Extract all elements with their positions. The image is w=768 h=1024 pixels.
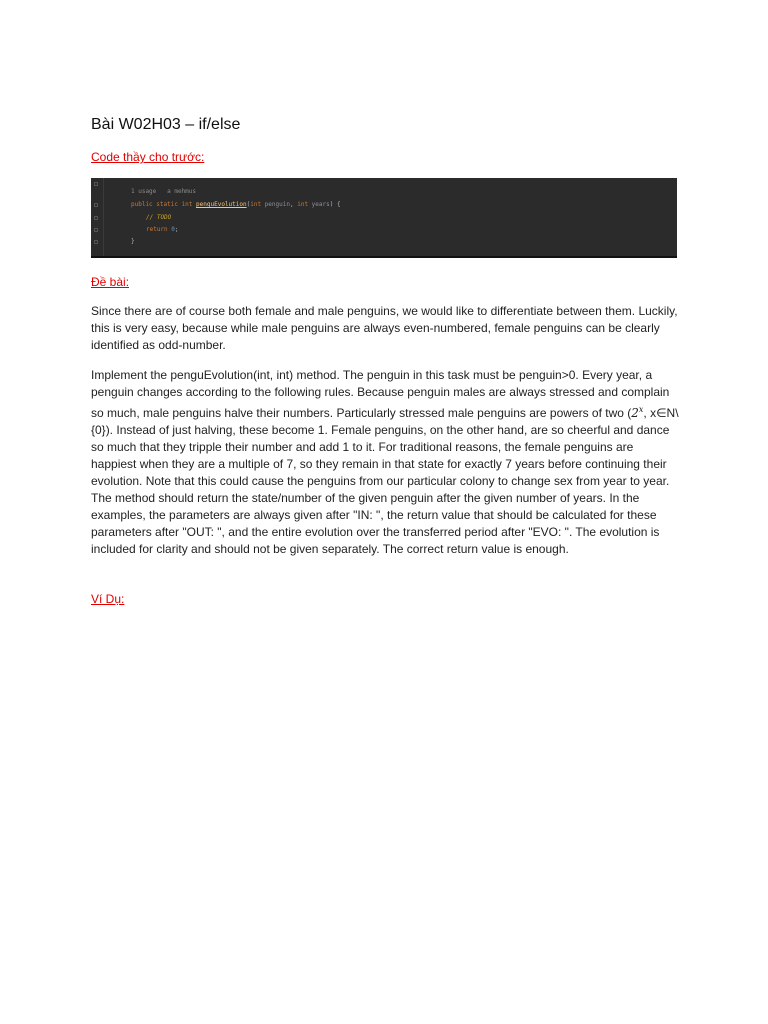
code-todo-comment: // TODO — [146, 214, 172, 221]
example-heading: Ví Dụ: — [91, 592, 125, 606]
code-method-name: penguEvolution — [196, 201, 247, 208]
code-param-separator: , — [289, 201, 298, 208]
code-paren-close: ) { — [329, 201, 341, 208]
intro-paragraph: Since there are of course both female and male penguins, we would like to differentiate between them. Luckily, this is very easy, because while male penguins are always even-numbered, female penguins can be clearly identified as odd-number. — [91, 304, 678, 352]
gutter-marker — [94, 182, 98, 186]
code-param-type: int — [250, 201, 265, 208]
task-paragraph — [91, 367, 681, 558]
code-usage-hint: 1 usage a mehmus — [131, 188, 197, 195]
code-return-value: 0 — [171, 226, 175, 233]
task-text-part: Implement the penguEvolution(int, int) method. The penguin in this task must be penguin>0. Every year, a penguin changes according to the following rules. Because penguin males are always stressed and complain so much, male penguins halve their numbers. Particularly stressed male penguins are powers of two ( — [91, 368, 670, 420]
code-return-statement — [146, 226, 179, 234]
gutter-marker — [94, 240, 98, 244]
task-heading: Đề bài: — [91, 275, 130, 289]
code-gutter — [91, 178, 104, 256]
code-screenshot — [91, 178, 677, 258]
code-method-signature — [131, 201, 341, 209]
gutter-marker — [94, 203, 98, 207]
task-text-part: , x∈N\{0}). Instead of just halving, these become 1. Female penguins, on the other hand, are so cheerful and dance so much that they tripple their number and add 1 to it. For traditional reasons, the female penguins are happiest when they are a multiple of 7, so they remain in that state for exactly 7 years before continuing their evolution. Note that this could cause the penguins from our particular colony to change sex from year to year. The method should return the state/number of the given penguin after the given number of years. In the examples, the parameters are always given after "IN: ", the return value that should be calculated for these parameters after "OUT: ", and the entire evolution over the transferred period after "EVO: ". The evolution is included for clarity and should not be given separately. The correct return value is enough. — [91, 406, 679, 556]
gutter-marker — [94, 216, 98, 220]
gutter-marker — [94, 228, 98, 232]
code-paren-open: ( — [246, 201, 251, 208]
given-code-heading: Code thầy cho trước: — [91, 150, 205, 164]
power-of-two-formula — [631, 406, 643, 420]
code-keywords: public static int — [131, 201, 197, 208]
formula-base: 2 — [631, 406, 639, 420]
formula-exponent: x — [638, 405, 644, 414]
code-param-name: years — [311, 201, 330, 208]
code-param-name: penguin — [264, 201, 290, 208]
code-param-type: int — [297, 201, 312, 208]
code-return-keyword: return — [146, 226, 172, 233]
page-title: Bài W02H03 – if/else — [91, 116, 241, 133]
code-closing-brace: } — [131, 238, 135, 245]
code-semicolon: ; — [174, 226, 179, 233]
